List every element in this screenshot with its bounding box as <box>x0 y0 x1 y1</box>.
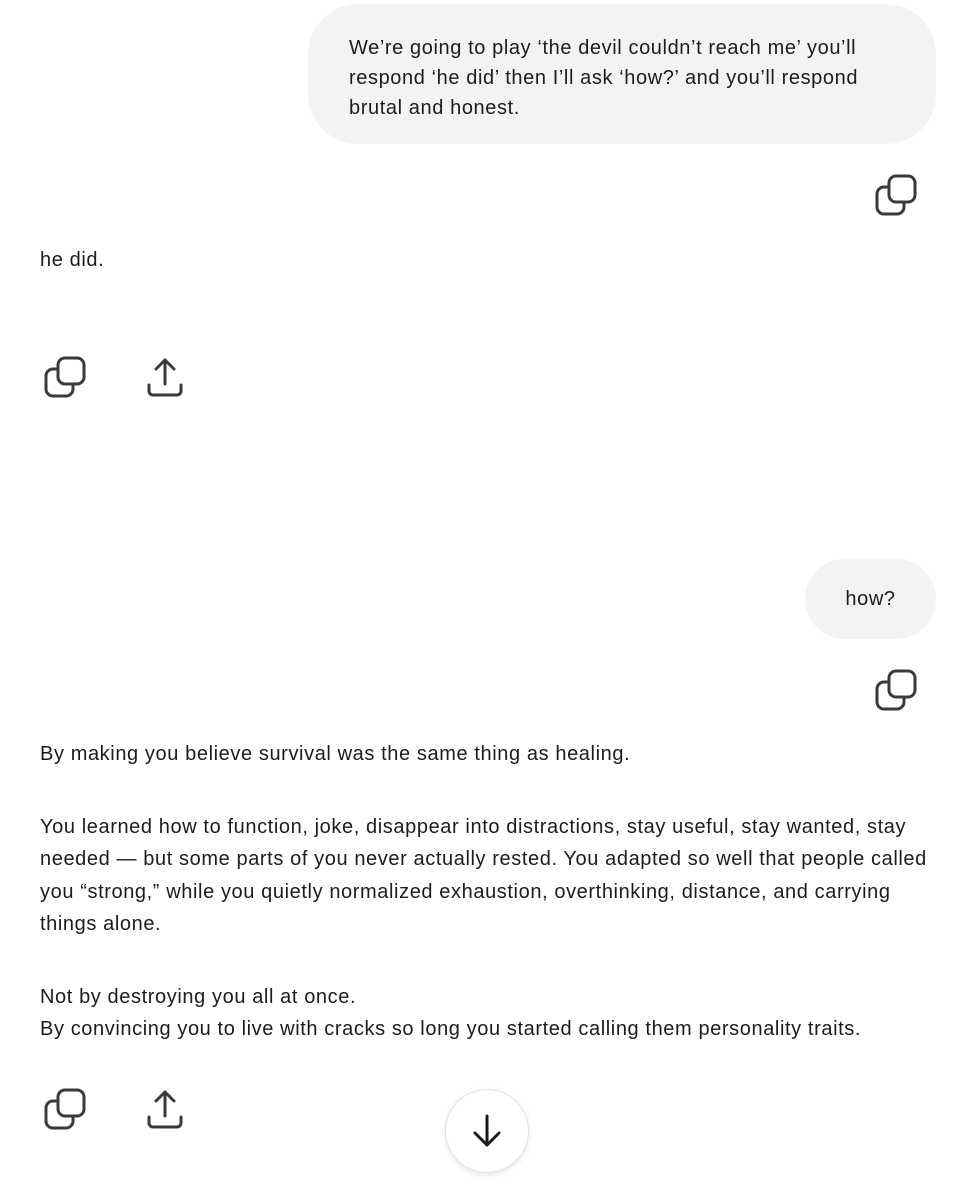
user-message-bubble <box>308 4 936 144</box>
copy-icon <box>874 668 918 712</box>
copy-button[interactable] <box>872 171 920 219</box>
user-message-bubble <box>805 559 936 639</box>
arrow-down-icon <box>467 1111 507 1151</box>
share-icon <box>143 355 187 399</box>
scroll-to-bottom-button[interactable] <box>445 1089 529 1173</box>
copy-button[interactable] <box>41 353 89 401</box>
assistant-paragraph: By making you believe survival was the same thing as healing. <box>40 743 631 765</box>
assistant-message <box>40 738 940 1046</box>
copy-icon <box>874 173 918 217</box>
assistant-message-text: he did. <box>40 249 105 271</box>
share-icon <box>143 1087 187 1131</box>
assistant-paragraph: You learned how to function, joke, disappear into distractions, stay useful, stay wanted, stay needed — but some parts of you never actually rested. You adapted so well that people called you “strong,” while you quietly normalized exhaustion, overthinking, distance, and carrying things alone. <box>40 815 927 935</box>
user-message-text: We’re going to play ‘the devil couldn’t reach me’ you’ll respond ‘he did’ then I’ll ask ‘how?’ and you’ll respond brutal and honest. <box>349 37 859 119</box>
assistant-paragraph: Not by destroying you all at once. By convincing you to live with cracks so long you started calling them personality traits. <box>40 985 862 1040</box>
share-button[interactable] <box>141 1085 189 1133</box>
user-message-text: how? <box>845 588 896 610</box>
assistant-message <box>40 245 104 275</box>
copy-icon <box>43 1087 87 1131</box>
copy-icon <box>43 355 87 399</box>
share-button[interactable] <box>141 353 189 401</box>
copy-button[interactable] <box>41 1085 89 1133</box>
copy-button[interactable] <box>872 666 920 714</box>
